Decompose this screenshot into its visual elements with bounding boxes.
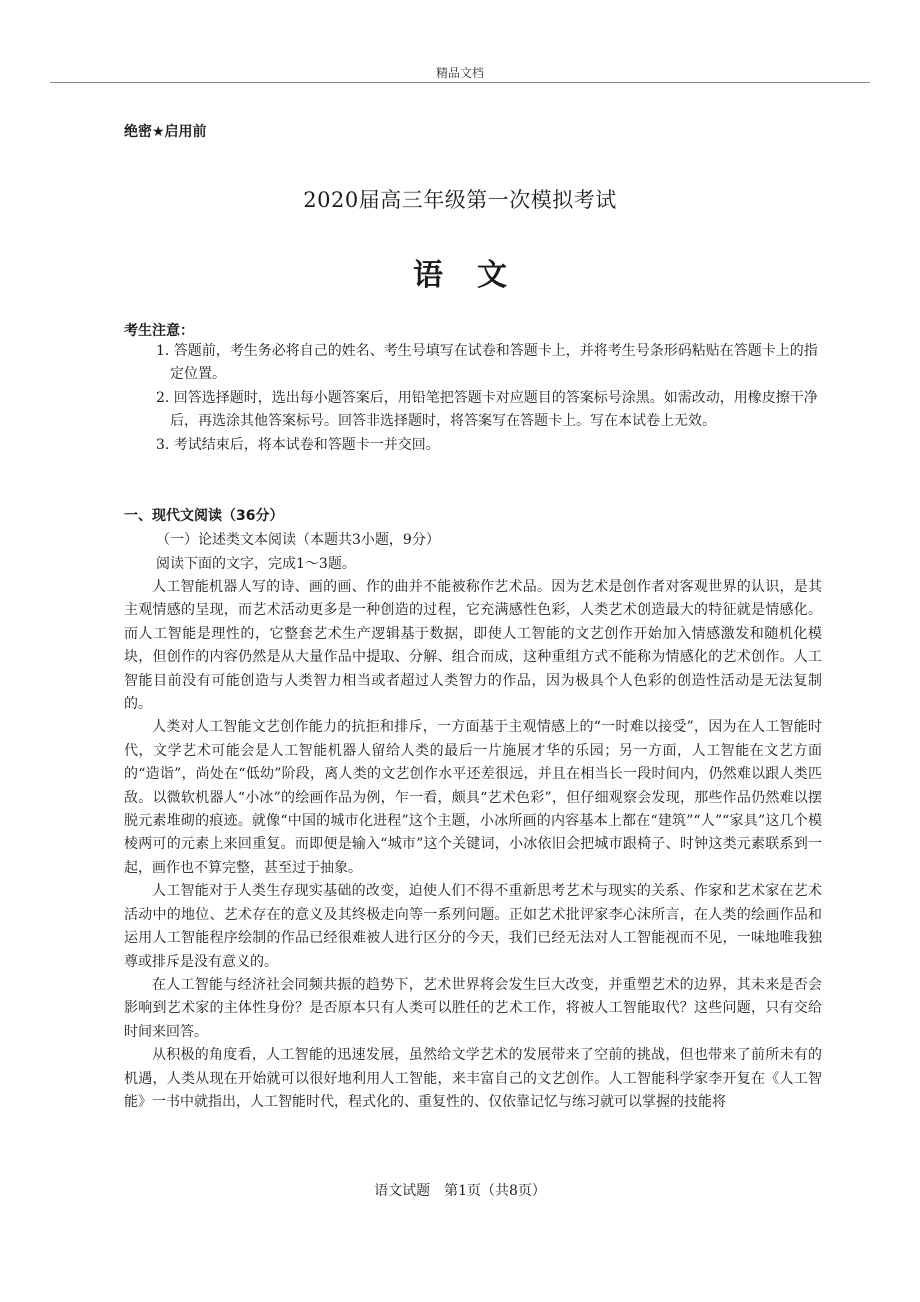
page-footer: 语文试题 第1页（共8页） xyxy=(374,1183,546,1199)
notice-item: 2. 回答选择题时，选出每小题答案后，用铅笔把答题卡对应题目的答案标号涂黑。如需改动，用橡皮擦干净后，再选涂其他答案标号。回答非选择题时，将答案写在答题卡上。写在本试卷上无效。 xyxy=(156,389,818,430)
passage-paragraph: 从积极的角度看，人工智能的迅速发展，虽然给文学艺术的发展带来了空前的挑战，但也带来了前所未有的机遇，人类从现在开始就可以很好地利用人工智能，来丰富自己的文艺创作。人工智能科学家李开复在《人工智能》一书中就指出，人工智能时代，程式化的、重复性的、仅依靠记忆与练习就可以掌握的技能将 xyxy=(124,1047,822,1110)
secret-mark: 绝密★启用前 xyxy=(124,124,207,140)
notice-item: 1. 答题前，考生务必将自己的姓名、考生号填写在试卷和答题卡上，并将考生号条形码粘贴在答题卡上的指定位置。 xyxy=(156,343,818,383)
notice-heading: 考生注意： xyxy=(124,323,194,339)
passage-paragraph: 在人工智能与经济社会同频共振的趋势下，艺术世界将会发生巨大改变，并重塑艺术的边界，其未来是否会影响到艺术家的主体性身份？是否原本只有人类可以胜任的艺术工作，将被人工智能取代？这些问题，只有交给时间来回答。 xyxy=(124,976,822,1040)
subsection-heading: （一）论述类文本阅读（本题共3小题，9分） xyxy=(156,532,440,548)
section-heading: 一、现代文阅读（36分） xyxy=(124,508,284,524)
passage-paragraph: 人工智能机器人写的诗、画的画、作的曲并不能被称作艺术品。因为艺术是创作者对客观世界的认识，是其主观情感的呈现，而艺术活动更多是一种创造的过程，它充满感性色彩，人类艺术创造最大的特征就是情感化。而人工智能是理性的，它整套艺术生产逻辑基于数据，即使人工智能的文艺创作开始加入情感激发和随机化模块，但创作的内容仍然是从大量作品中提取、分解、组合而成，这种重组方式不能称为情感化的艺术创作。人工智能目前没有可能创造与人类智力相当或者超过人类智力的作品，因为极具个人色彩的创造性活动是无法复制的。 xyxy=(124,579,822,713)
exam-title: 2020届高三年级第一次模拟考试 xyxy=(303,188,617,212)
notice-item: 3. 考试结束后，将本试卷和答题卡一并交回。 xyxy=(156,436,440,453)
header-rule xyxy=(50,82,870,83)
subject-title: 语文 xyxy=(413,258,541,293)
reading-passage xyxy=(124,576,822,1114)
notice-list xyxy=(156,340,824,457)
header-label: 精品文档 xyxy=(435,66,484,80)
reading-instruction: 阅读下面的文字，完成1～3题。 xyxy=(156,556,356,572)
passage-paragraph: 人工智能对于人类生存现实基础的改变，迫使人们不得不重新思考艺术与现实的关系、作家和艺术家在艺术活动中的地位、艺术存在的意义及其终极走向等一系列问题。正如艺术批评家李心沫所言，在人类的绘画作品和运用人工智能程序绘制的作品已经很难被人进行区分的今天，我们已经无法对人工智能视而不见，一味地唯我独尊或排斥是没有意义的。 xyxy=(124,883,822,970)
passage-paragraph: 人类对人工智能文艺创作能力的抗拒和排斥，一方面基于主观情感上的“一时难以接受”，因为在人工智能时代，文学艺术可能会是人工智能机器人留给人类的最后一片施展才华的乐园；另一方面，人工智能在文艺方面的“造诣”，尚处在“低幼”阶段，离人类的文艺创作水平还差很远，并且在相当长一段时间内，仍然难以跟人类匹敌。以微软机器人“小冰”的绘画作品为例，乍一看，颇具“艺术色彩”，但仔细观察会发现，那些作品仍然难以摆脱元素堆砌的痕迹。就像“中国的城市化进程”这个主题，小冰所画的内容基本上都在“建筑”“人”“家具”这几个模棱两可的元素上来回重复。而即便是输入“城市”这个关键词，小冰依旧会把城市跟椅子、时钟这类元素联系到一起，画作也不算完整，甚至过于抽象。 xyxy=(124,719,822,876)
